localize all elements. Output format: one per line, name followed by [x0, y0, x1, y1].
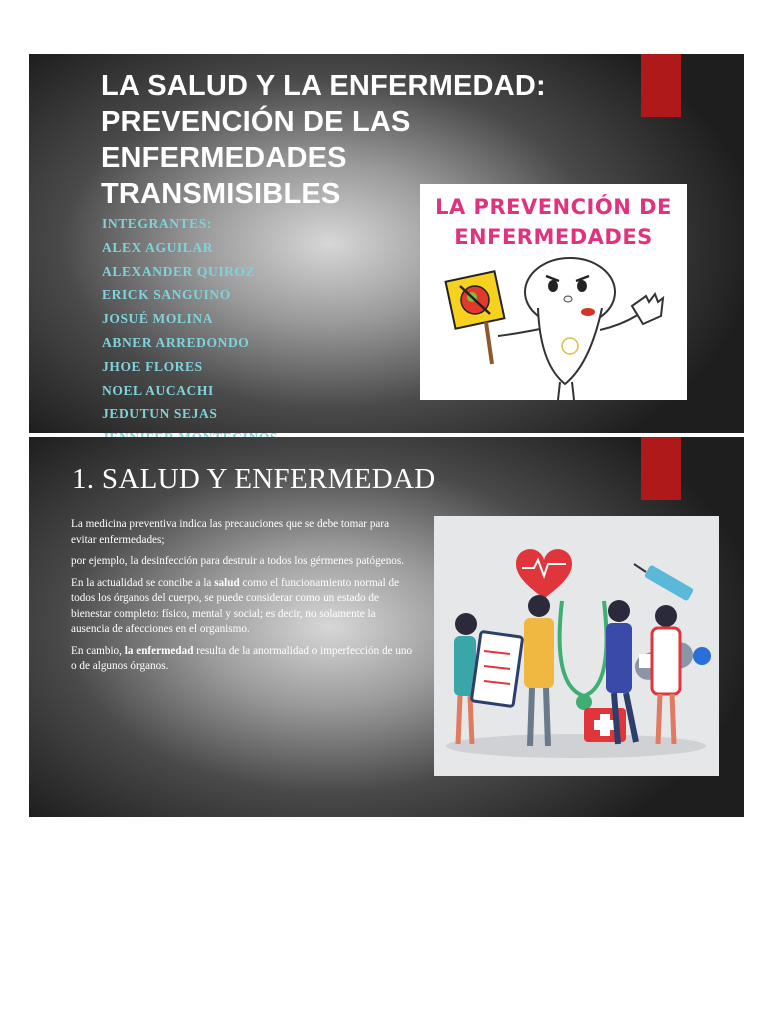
member-item: ERICK SANGUINO: [102, 287, 231, 303]
prevention-image-title: [420, 192, 687, 252]
title-line: PREVENCIÓN DE LAS: [101, 106, 411, 138]
title-line: LA SALUD Y LA ENFERMEDAD:: [101, 70, 546, 102]
section-title: 1. SALUD Y ENFERMEDAD: [72, 463, 436, 495]
healthcare-image: [434, 516, 719, 776]
paragraph: [71, 644, 416, 675]
slide-title: [29, 54, 744, 433]
image-title-line: LA PREVENCIÓN DE: [435, 195, 672, 219]
title-line: ENFERMEDADES: [101, 142, 347, 174]
paragraph: [71, 576, 416, 638]
title-line: TRANSMISIBLES: [101, 178, 341, 210]
member-item: ALEX AGUILAR: [102, 239, 214, 255]
members-list: [102, 212, 278, 450]
member-item: ALEXANDER QUIROZ: [102, 263, 256, 279]
body-text: [71, 517, 416, 681]
healthcare-workers-illustration: [434, 516, 719, 776]
bold-term-enfermedad: la enfermedad: [124, 644, 194, 657]
image-title-line: ENFERMEDADES: [454, 225, 653, 249]
prevention-image: [420, 184, 687, 400]
text-span: En la actualidad se concibe a la: [71, 576, 215, 589]
red-accent-tab: [641, 54, 681, 117]
red-accent-tab: [641, 437, 681, 500]
member-item: NOEL AUCACHI: [102, 382, 214, 398]
members-heading: INTEGRANTES:: [102, 216, 212, 231]
member-item: JOSUÉ MOLINA: [102, 311, 214, 327]
text-span: resulta de la anormalidad o imperfección de uno o de algunos órganos.: [71, 644, 413, 672]
text-span: como el funcionamiento normal de todos los órganos del cuerpo, se puede considerar como un estado de bienestar completo: físico, mental y social; es decir, no solamente la ausencia de afecciones en el organismo.: [71, 576, 400, 635]
text-span: En cambio,: [71, 644, 125, 657]
member-item: JHOE FLORES: [102, 358, 203, 374]
bold-term-salud: salud: [214, 576, 240, 589]
member-item: ABNER ARREDONDO: [102, 334, 250, 350]
prevention-cartoon-illustration: [420, 254, 687, 400]
member-item: JEDUTUN SEJAS: [102, 406, 218, 422]
paragraph: por ejemplo, la desinfección para destruir a todos los gérmenes patógenos.: [71, 555, 405, 567]
paragraph: La medicina preventiva indica las precauciones que se debe tomar para evitar enfermedades;: [71, 518, 390, 546]
slide-health-disease: [29, 437, 744, 817]
